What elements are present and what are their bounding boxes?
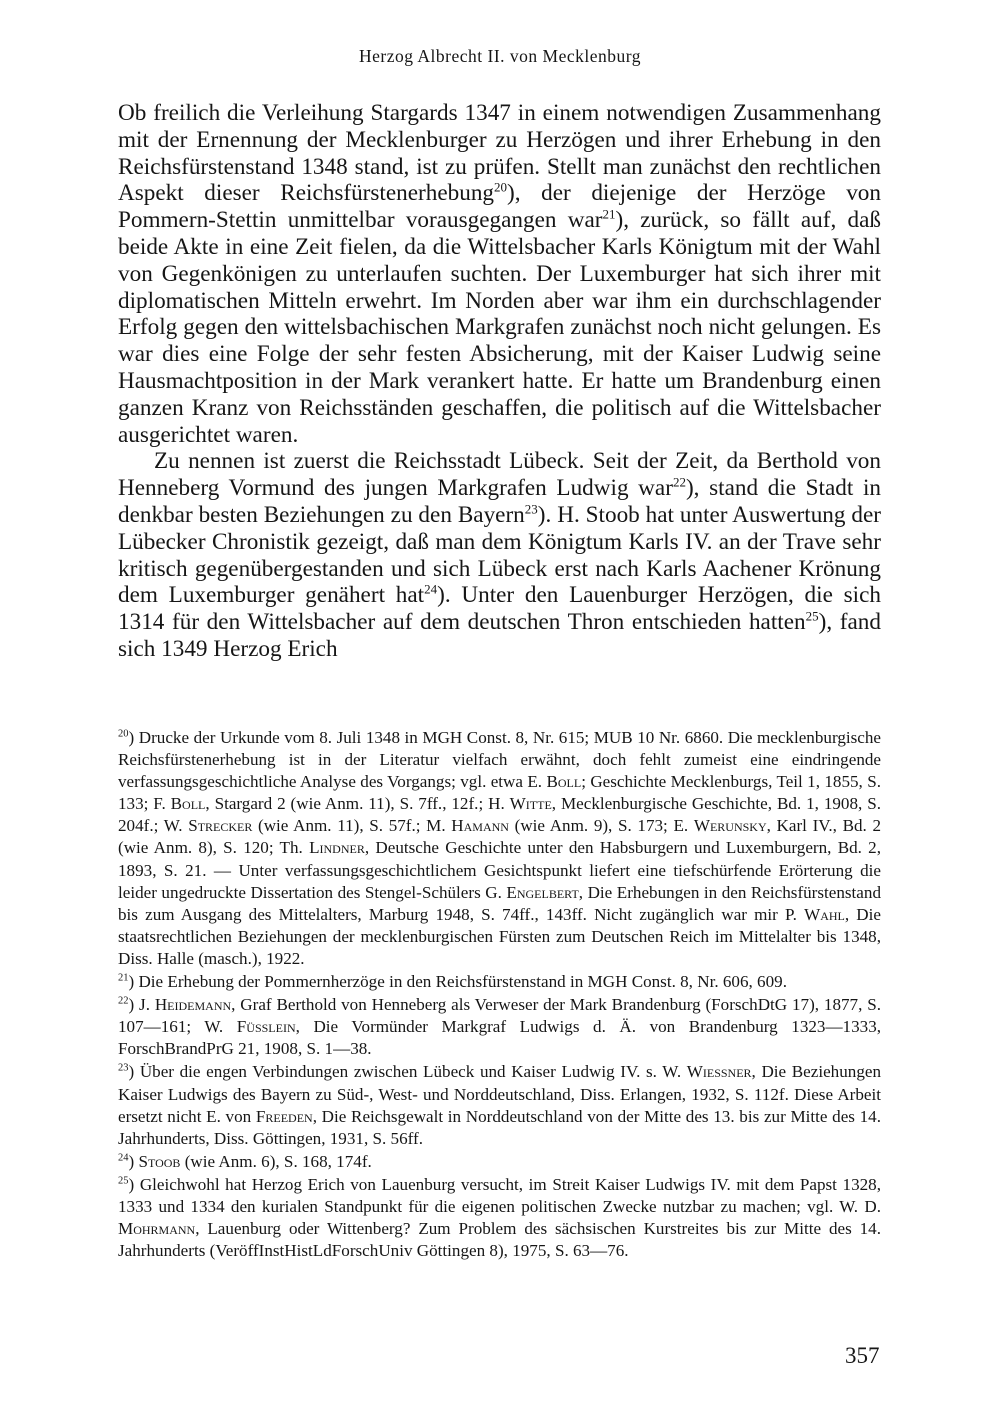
text-run: ). Unter den Lauenburger Herzögen, die sich 1314 für den Wittelsbacher auf dem deutschen Thron entschieden hatten [118, 582, 881, 636]
footnote-number: 20 [118, 728, 129, 740]
text-run: ), der diejenige der Herzöge von Pommern-Stettin unmittelbar vorausgegangen war [118, 180, 881, 234]
text-run: ), stand die Stadt in denkbar besten Beziehungen zu den Bayern [118, 475, 881, 528]
author-name: Werunsky [693, 816, 767, 836]
footnote-text: , Die Beziehungen Kaiser Ludwigs des Bayern zu Süd-, West- und Norddeutschland, Diss. Erlangen, 1932, S. 112f. Diese Arbeit ersetzt nicht E. von [118, 1062, 882, 1126]
footnote-text: , Die staatsrechtlichen Beziehungen der mecklenburgischen Fürsten zum Deutschen Reich im Mittelalter bis 1348, Diss. Halle (masch.), 1922. [118, 904, 881, 968]
footnote-ref-22[interactable]: 22 [672, 474, 686, 490]
author-name: Engelbert [506, 882, 579, 902]
author-name: Wiessner [686, 1062, 752, 1082]
author-name: Mohrmann [118, 1219, 196, 1239]
footnote-number: 23 [118, 1062, 129, 1074]
text-run: Zu nennen ist zuerst die Reichsstadt Lübeck. Seit der Zeit, da Berthold von Henneberg Vormund des jungen Markgrafen Ludwig war [118, 448, 881, 502]
footnote-24 [118, 1151, 881, 1173]
footnote-23 [118, 1061, 881, 1149]
footnote-text: ) Gleichwohl hat Herzog Erich von Lauenburg versucht, im Streit Kaiser Ludwigs IV. mit dem Papst 1328, 1333 und 1334 den kurialen Standpunkt für die eigenen politischen Zwecke nutzbar zu machen; vgl. W. D. [118, 1174, 881, 1216]
footnote-text: , Die Vormünder Markgraf Ludwigs d. Ä. von Brandenburg 1323—1333, ForschBrandPrG 21, 1908, S. 1—38. [118, 1017, 882, 1059]
footnote-text: ) [128, 1151, 139, 1171]
footnote-number: 21 [118, 972, 129, 984]
footnotes [118, 727, 881, 1263]
author-name: Boll [546, 772, 582, 792]
footnote-text: (wie Anm. 11), S. 57f.; M. [252, 816, 452, 836]
author-name: Freeden [255, 1106, 313, 1126]
footnote-number: 22 [118, 995, 129, 1007]
footnote-text: , Karl IV., Bd. 2 (wie Anm. 8), S. 120; Th. [118, 816, 882, 858]
footnote-text: ) Die Erhebung der Pommernherzöge in den Reichsfürstenstand in MGH Const. 8, Nr. 606, 609. [128, 972, 787, 992]
footnote-text: , Stargard 2 (wie Anm. 11), S. 7ff., 12f.; H. [205, 794, 510, 814]
footnote-text: , Die Reichsgewalt in Norddeutschland von der Mitte des 13. bis zur Mitte des 14. Jahrhunderts, Diss. Göttingen, 1931, S. 56ff. [118, 1106, 882, 1148]
footnote-text: , Lauenburg oder Wittenberg? Zum Problem des sächsischen Kurstreites bis zur Mitte des 14. Jahrhunderts (VeröffInstHistLdForschUniv Göttingen 8), 1975, S. 63—76. [118, 1219, 881, 1261]
footnote-text: ; Geschichte Mecklenburgs, Teil 1, 1855, S. 133; F. [118, 772, 881, 814]
footnote-text: (wie Anm. 6), S. 168, 174f. [180, 1151, 372, 1171]
author-name: Hamann [451, 816, 509, 836]
paragraph-1 [118, 100, 881, 448]
author-name: Wahl [804, 904, 845, 924]
footnote-text: , Graf Berthold von Henneberg als Verweser der Mark Brandenburg (ForschDtG 17), 1877, S. 107—161; W. [118, 995, 881, 1037]
author-name: Füsslein [236, 1017, 296, 1037]
footnote-text: ) Über die engen Verbindungen zwischen Lübeck und Kaiser Ludwig IV. s. W. [128, 1062, 687, 1082]
footnote-text: ) Drucke der Urkunde vom 8. Juli 1348 in MGH Const. 8, Nr. 615; MUB 10 Nr. 6860. Die mecklenburgische Reichsfürstenerhebung ist in der Literatur vielfach erwähnt, doch fehlt zumeist eine eindringende verfassungsgeschichtliche Analyse des Vorgangs; vgl. etwa E. [118, 728, 881, 792]
author-name: Heidemann [154, 995, 232, 1015]
author-name: Boll [170, 794, 206, 814]
text-run: ), zurück, so fällt auf, daß beide Akte in eine Zeit fielen, da die Wittelsbacher Karls Königtum mit der Wahl von Gegenkönigen zu unterlaufen suchten. Der Luxemburger hat sich ihrer mit diplomatischen Mitteln erwehrt. Im Norden aber war ihm ein durchschlagender Erfolg gegen den wittelsbachischen Markgrafen zunächst noch nicht gelungen. Es war dies eine Folge der sehr festen Absicherung, mit der Kaiser Ludwig seine Hausmachtposition in der Mark verankert hatte. Er hatte um Brandenburg einen ganzen Kranz von Reichsständen geschaffen, die politisch auf die Wittelsbacher ausgerichtet waren. [118, 207, 881, 448]
text-run: Ob freilich die Verleihung Stargards 1347 in einem notwendigen Zusammenhang mit der Ernennung der Mecklenburger zu Herzögen und ihrer Erhebung in den Reichsfürstenstand 1348 stand, ist zu prüfen. Stellt man zunächst den rechtlichen Aspekt dieser Reichsfürstenerhebung [118, 100, 881, 207]
footnote-number: 25 [118, 1175, 129, 1187]
footnote-ref-25[interactable]: 25 [805, 608, 819, 624]
author-name: Stoob [138, 1151, 181, 1171]
footnote-21 [118, 971, 881, 993]
footnote-text: , Die Erhebungen in den Reichsfürstenstand bis zum Ausgang des Mittelalters, Marburg 1948, S. 74ff., 143ff. Nicht zugänglich war mir P. [118, 882, 881, 924]
page-number: 357 [845, 1343, 880, 1368]
footnote-text: ) J. [128, 995, 155, 1015]
author-name: Witte [509, 794, 552, 814]
text-run: ), fand sich 1349 Herzog Erich [118, 609, 881, 662]
main-text [118, 100, 881, 663]
footnote-text: (wie Anm. 9), S. 173; E. [508, 816, 694, 836]
author-name: Lindner [309, 838, 365, 858]
footnote-text: , Deutsche Geschichte unter den Habsburgern und Luxemburgern, Bd. 2, 1893, S. 21. — Unter verfassungsgeschichtlichem Gesichtspunkt liefert eine tiefschürfende Erörterung die leider ungedruckte Dissertation des Stengel-Schülers G. [118, 838, 881, 902]
footnote-text: , Mecklenburgische Geschichte, Bd. 1, 1908, S. 204f.; W. [118, 794, 881, 836]
text-run: ). H. Stoob hat unter Auswertung der Lübecker Chronistik gezeigt, daß man dem Königtum Karls IV. an der Trave sehr kritisch gegenübergestanden und sich Lübeck erst nach Karls Aachener Krönung dem Luxemburger genähert hat [118, 501, 881, 609]
running-head: Herzog Albrecht II. von Mecklenburg [358, 46, 642, 66]
footnote-ref-21[interactable]: 21 [602, 206, 616, 222]
footnote-20 [118, 727, 881, 970]
footnote-number: 24 [118, 1152, 129, 1164]
footnote-ref-23[interactable]: 23 [524, 501, 538, 517]
paragraph-2 [118, 448, 881, 662]
footnote-ref-24[interactable]: 24 [424, 581, 438, 597]
author-name: Strecker [188, 816, 253, 836]
footnote-ref-20[interactable]: 20 [494, 179, 508, 195]
footnote-25 [118, 1174, 881, 1262]
footnote-22 [118, 994, 881, 1060]
